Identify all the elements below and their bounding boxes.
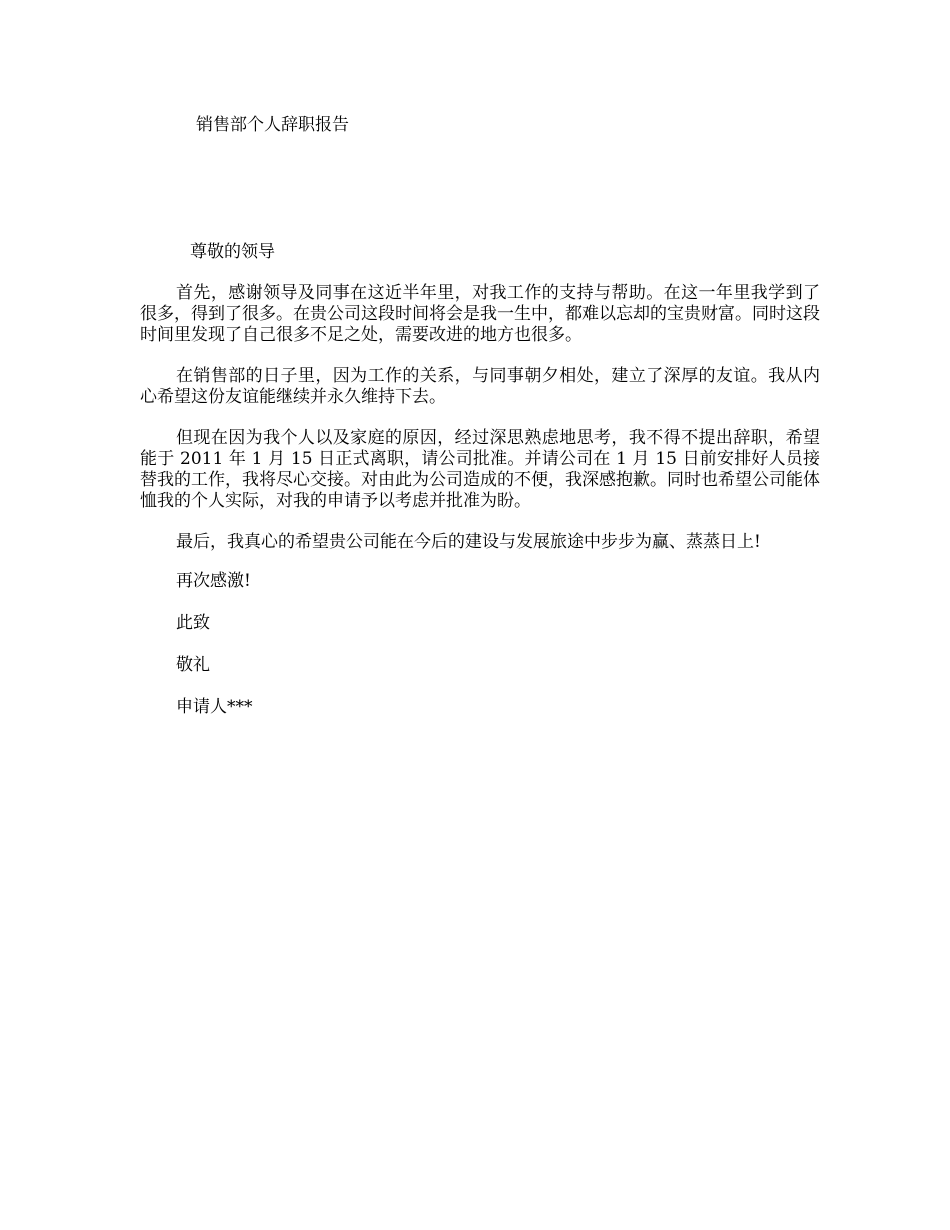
salutation: 尊敬的领导 [190,242,275,262]
paragraph-gratitude: 首先，感谢领导及同事在这近半年里，对我工作的支持与帮助。在这一年里我学到了很多，得到了很多。在贵公司这段时间将会是我一生中，都难以忘却的宝贵财富。同时这段时间里发现了自己很多不足之处，需要改进的地方也很多。 [140,283,820,345]
thanks-line: 再次感激! [176,571,251,591]
document-title: 销售部个人辞职报告 [196,115,349,135]
paragraph-resignation-reason: 但现在因为我个人以及家庭的原因，经过深思熟虑地思考，我不得不提出辞职，希望能于 2011 年 1 月 15 日正式离职，请公司批准。并请公司在 1 月 15 日前安排好人员接替我的工作，我将尽心交接。对由此为公司造成的不便，我深感抱歉。同时也希望公司能体恤我的个人实际，对我的申请予以考虑并批准为盼。 [140,428,820,511]
paragraph-friendship: 在销售部的日子里，因为工作的关系，与同事朝夕相处，建立了深厚的友谊。我从内心希望这份友谊能继续并永久维持下去。 [140,366,820,407]
paragraph-best-wishes: 最后，我真心的希望贵公司能在今后的建设与发展旅途中步步为赢、蒸蒸日上! [176,532,761,552]
closing-salute-2: 敬礼 [176,655,210,675]
signature: 申请人*** [176,697,253,717]
closing-salute-1: 此致 [176,613,210,633]
letter-body [140,283,820,739]
